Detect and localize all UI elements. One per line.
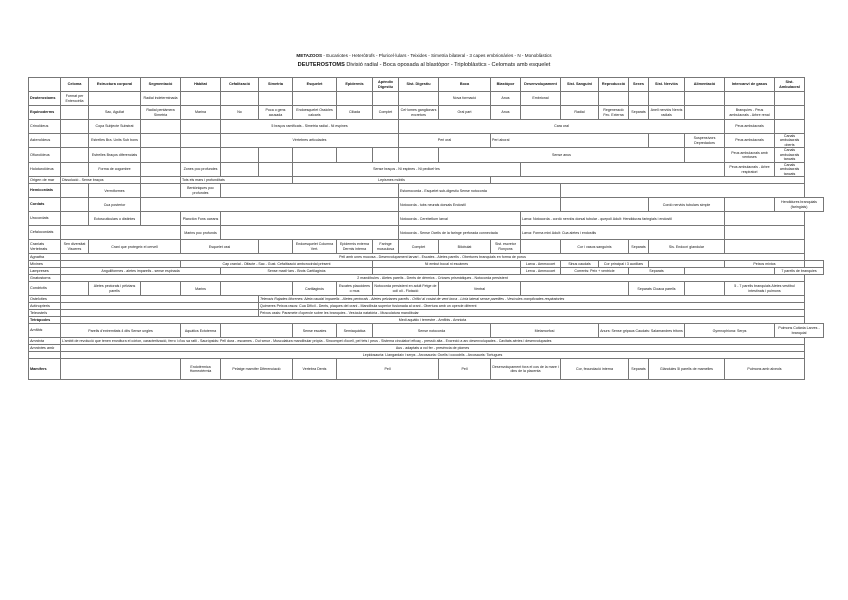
cell [649, 134, 685, 148]
cell: 7 parells de branquies [775, 268, 824, 275]
cell [141, 120, 181, 134]
row-label: Urocordats [29, 212, 61, 226]
cell [221, 212, 399, 226]
cell [181, 134, 221, 148]
cell: Endoesquelet Columna Vert. [293, 240, 337, 254]
row-label: Actinopteris [29, 303, 61, 310]
col-header: Hàbitat [181, 78, 221, 92]
table-row [29, 324, 824, 338]
cell [181, 148, 221, 162]
cell [61, 310, 259, 317]
cell: Cor i vasos sanguinis [561, 240, 629, 254]
cell: Pulmons amb alveols [725, 359, 805, 380]
cell: Parells d'extremitats 4 dits Sense ungles [61, 324, 181, 338]
table-row [29, 106, 824, 120]
cell: Sac, Agullat [89, 106, 141, 120]
cell [141, 212, 181, 226]
col-header: Reproducció [599, 78, 629, 92]
cell: Aus - adaptats a vol fer - presència de plomes [61, 345, 805, 352]
cell [561, 184, 805, 198]
cell: Notocorda - Cerebellum larval [399, 212, 521, 226]
cell: Larva - Ammocoet [521, 261, 561, 268]
cell: Estomocorda - Esquelet sub-digestiu Sense notocorda [399, 184, 561, 198]
cell [685, 282, 725, 296]
cell: Complet [373, 106, 399, 120]
cell: Lepidosauria: Llangardaix i serps - Arcosauria: Ocells i cocodrils - Arcosauris: Tortugues [61, 352, 805, 359]
cell: Separats [629, 359, 649, 380]
cell: Anurs: Sense gripaus Caudats: Salamandres tritons [599, 324, 685, 338]
table-row [29, 240, 824, 254]
cell: Embrional [521, 92, 561, 106]
cell: Pelatge mamífer Diferenciació [221, 359, 293, 380]
cell [221, 282, 293, 296]
cell [61, 120, 89, 134]
row-label: Cefalocordats [29, 226, 61, 240]
cell: Sen diversitat Visceres [61, 240, 89, 254]
table-row [29, 120, 824, 134]
cell: Pell [439, 359, 491, 380]
cell: Forma de cogombre [89, 162, 141, 176]
cell [61, 359, 181, 380]
cell: Regeneració Fec. Externa [599, 106, 629, 120]
cell: Ni embut bocal ni escàmes [373, 261, 521, 268]
row-label: Lampreses [29, 268, 61, 275]
row-label: Deuterostoms [29, 92, 61, 106]
table-row [29, 184, 824, 198]
cell: Faringe musculosa [373, 240, 399, 254]
cell: 5 braços ramificats - Simetria radial - Ni espines [221, 120, 399, 134]
title-deuterostoms: DEUTEROSTOMS Divisió radial - Boca oposada al blastòpor - Triploblàstics - Celomats amb esquelet [297, 62, 551, 68]
col-header: Segmentació [141, 78, 181, 92]
header-row [29, 78, 824, 92]
cell [685, 92, 725, 106]
cell: Sense maxil·lars - Brots Cartilaginós [221, 268, 373, 275]
table-row [29, 310, 824, 317]
cell [141, 162, 181, 176]
table-row [29, 345, 824, 352]
cell [521, 162, 725, 176]
col-header: Celoma [61, 78, 89, 92]
col-header: Sist. Sanguini [561, 78, 599, 92]
cell [221, 162, 259, 176]
table-row [29, 92, 824, 106]
cell [61, 184, 89, 198]
cell: Zones poc profundes [181, 162, 221, 176]
table-row [29, 303, 824, 310]
cell: Separats [629, 268, 685, 275]
cell: Canals ambulacrals tancats [775, 162, 805, 176]
table-row [29, 177, 824, 184]
row-label: Amniotes amb [29, 345, 61, 352]
cell: Escates placoidees o mus [337, 282, 373, 296]
cell [629, 92, 649, 106]
cell: Canals ambulacrals tancats [775, 148, 805, 162]
cell [725, 198, 775, 212]
cell [221, 184, 399, 198]
cell: Sense escates [293, 324, 337, 338]
row-label: Amniota [29, 338, 61, 345]
cell: Nova formació [439, 92, 491, 106]
cell: Aletes pectorals i pèlvians parells [89, 282, 141, 296]
cell: Hendidures branquials (faringials) [775, 198, 824, 212]
cell [373, 148, 399, 162]
cell: Peus ambulacrals [725, 134, 775, 148]
cell: Sinus caudals [561, 261, 599, 268]
cell: Cor, fecundació interna [561, 359, 629, 380]
cell: Semiaquàtica [337, 324, 373, 338]
cell: Planctòn Fons oceans [181, 212, 221, 226]
cell: Larva: Notocorda - cordó nerviós dorsal tubular - quepoli Adult: Hendiduras faringials i endostil [521, 212, 725, 226]
cell: Notocorda persistent en adult Fetge de coll oli - Flotació [373, 282, 439, 296]
cell [599, 92, 629, 106]
cell [61, 162, 89, 176]
cell: Sist. escretor Ronyons [491, 240, 521, 254]
cell: Radial [561, 106, 599, 120]
cell: Pell [337, 359, 439, 380]
cell: Vermiformes [89, 184, 141, 198]
cell [61, 198, 89, 212]
cell [561, 92, 599, 106]
table-row [29, 134, 824, 148]
table-row [29, 261, 824, 268]
cell [141, 198, 399, 212]
table-row [29, 317, 824, 324]
row-label: Amfibis [29, 324, 61, 338]
table-row [29, 198, 824, 212]
cell: Ventral [439, 282, 521, 296]
cell: Sense notocorda [373, 324, 491, 338]
cell: Canals ambulacrals oberts [775, 134, 805, 148]
cell [725, 92, 775, 106]
cell [259, 92, 293, 106]
cell [725, 212, 805, 226]
col-header: Sist. Digestiu [399, 78, 439, 92]
cell: Cap cranial - Olfacte - Sac - Gust. Cefalització ambcrocirdal prèsent [181, 261, 373, 268]
cell [61, 212, 89, 226]
col-header: Sist. Nerviós [649, 78, 685, 92]
cell: Pulmons Cutània Larves - branquial [775, 324, 824, 338]
cell [561, 198, 649, 212]
cell: Endotèrmica Homeotèrmia [181, 359, 221, 380]
cell [61, 296, 259, 303]
col-header: Desenvolupament [521, 78, 561, 92]
cell: Anell nerviós Nervis radials [649, 106, 685, 120]
cell [259, 148, 293, 162]
cell: Crani que protegeix el cervell [89, 240, 181, 254]
table-row [29, 275, 824, 282]
cell: Lepismes mòbils [293, 177, 491, 184]
cell: 2 mandíbules - Aletes parells - Dents de dèrmics - Crioses prismàtiques - Notocorda persistent [61, 275, 805, 282]
cell [685, 148, 725, 162]
cell [775, 92, 805, 106]
cell: Notocorda - tubs neurals dorsals Endostil [399, 198, 561, 212]
cell: Suspensívors Depredadors [685, 134, 725, 148]
cell: Cara oral [399, 120, 725, 134]
cell [221, 226, 399, 240]
col-header: Esquelet [293, 78, 337, 92]
cell: L'ambit de revolució que tenen envoltura el còrion, caracterització, ferro i d'ou sa ratli - Saurópsids: Pell dura - escames - Oul·amur - Musculatura mandibular pròpia - Sincompet d'ocell, pel·lets i peus - Sistema circulatori eficaç - pressió alta - Excreció a arc desenvolupades - Cavitats aèries i desenvolupades [61, 338, 805, 345]
cell: Desenvolupament fora el cos de la mare i dins de la placenta [491, 359, 561, 380]
cell [61, 261, 181, 268]
row-label [29, 352, 61, 359]
cell: Bentòniques poc profundes [181, 184, 221, 198]
row-label: Mixines [29, 261, 61, 268]
cell: Ectoscuticulars o distintes [89, 212, 141, 226]
cell: Complet [399, 240, 439, 254]
cell [399, 92, 439, 106]
cell: Epidermis externa Dermis interna [337, 240, 373, 254]
cell: Cartilaginós [293, 282, 337, 296]
cell [221, 92, 259, 106]
cell [61, 134, 89, 148]
cell [181, 92, 221, 106]
cell: Dissolució - Sense braços [61, 177, 141, 184]
col-header: Apèndix Digestiu [373, 78, 399, 92]
cell: Oral part [439, 106, 491, 120]
table-row [29, 212, 824, 226]
cell [61, 303, 259, 310]
cell [181, 120, 221, 134]
row-label: Ofiuroïdeus [29, 148, 61, 162]
cell [491, 177, 805, 184]
cell: Sense anus [439, 148, 685, 162]
cell [293, 148, 337, 162]
col-header: Cefalització [221, 78, 259, 92]
cell: Separats [629, 240, 649, 254]
cell [775, 106, 805, 120]
cell [399, 148, 439, 162]
col-header: Alimentació [685, 78, 725, 92]
cell: Peus ambulacrals - Arbre respiratori [725, 162, 775, 176]
cell [61, 106, 89, 120]
cell: Branquies - Peus ambulacrals - Arbre renal [725, 106, 775, 120]
cell: Marins poc profunds [181, 226, 221, 240]
table-row [29, 296, 824, 303]
cell: Esquelet ossi [181, 240, 259, 254]
cell: Quimeres Peixos rasos: Cua Difícil - Dents, plaques del crani - Mandíbula superior fusionada al crani - Obertura amb un opercle diferent [259, 303, 805, 310]
cell: Estrelles Braços diferenciats [89, 148, 141, 162]
row-label: Osteïcties [29, 296, 61, 303]
row-label: Origen de mar [29, 177, 61, 184]
cell: Sis. Endocrí glandular [649, 240, 725, 254]
table-row [29, 359, 824, 380]
cell: Radial pentàmera Simetria [141, 106, 181, 120]
cell [61, 226, 181, 240]
cell [649, 92, 685, 106]
cell [259, 240, 293, 254]
cell [337, 148, 373, 162]
cell: Poca o gens acusada [259, 106, 293, 120]
cell: Pell amb unes mucosa - Desenvolupament larvari - Escates - Aletes parells - Obertures branquials en forma de porus [61, 254, 805, 261]
cell: Medi aquàtic i terrestre - Amfibis - Amniota [61, 317, 805, 324]
cell: Notocorda - Sense Ocells de la faringe perforada connectada [399, 226, 521, 240]
cell [61, 282, 89, 296]
cell: Cua posterior [89, 198, 141, 212]
row-label: Gnatostoms [29, 275, 61, 282]
col-header: Estructura corporal [89, 78, 141, 92]
cell: Separats Cloaca parells [629, 282, 685, 296]
table-row [29, 338, 824, 345]
col-header: Intercanvi de gasos [725, 78, 775, 92]
subtitle-metazoos: METAZOOS - Eucariotes - Heteròtrofs - Pluricel·lulars - Teixides - Simetria bilateral - 3 capes embrionàries - N - Monoblàstics [296, 53, 552, 58]
cell: Format per Enterocèlia [61, 92, 89, 106]
col-header: Blastòpor [491, 78, 521, 92]
cell: Bilobulat [439, 240, 491, 254]
col-header [29, 78, 61, 92]
col-header: Epidermis [337, 78, 373, 92]
cell: Metamorfosi [491, 324, 599, 338]
cell [61, 148, 89, 162]
cell: Peus ambulacrals amb ventoses [725, 148, 775, 162]
cell: Cor principal i 3 auxiliars [599, 261, 649, 268]
cell [141, 282, 181, 296]
cell: Marina [181, 106, 221, 120]
col-header: Boca [439, 78, 491, 92]
cell: Marins [181, 282, 221, 296]
cell: Peri oral [399, 134, 491, 148]
cell: Estrelles Bra. Units Sub bons [89, 134, 141, 148]
cell: Sense braços - Ni espines - Ni pedicel·les [293, 162, 521, 176]
cell: Tots els mars i profunditats [181, 177, 293, 184]
table-row [29, 352, 824, 359]
cell [649, 261, 725, 268]
row-label: Asteroïdeus [29, 134, 61, 148]
table-row [29, 226, 824, 240]
row-label: Crinoïdeus [29, 120, 61, 134]
row-label: Condrictis [29, 282, 61, 296]
table-row [29, 268, 824, 275]
cell: Vertebra Dents [293, 359, 337, 380]
col-header: Simetria [259, 78, 293, 92]
cell [521, 282, 629, 296]
cell [221, 148, 259, 162]
cell: Gymnophiona: Serps [685, 324, 775, 338]
cell [775, 120, 805, 134]
row-label: Equinoderms [29, 106, 61, 120]
cell [685, 106, 725, 120]
cell: Aquàtics Ectoterma [181, 324, 221, 338]
cell [373, 92, 399, 106]
row-label: Mamífers [29, 359, 61, 380]
cell: Ciliada [337, 106, 373, 120]
row-label: Teleosteïs [29, 310, 61, 317]
cell [141, 177, 181, 184]
cell: Lerva - Ammocoet [521, 268, 561, 275]
cell [337, 92, 373, 106]
row-label: Hemicordats [29, 184, 61, 198]
cell [725, 226, 805, 240]
cell [805, 261, 824, 268]
cell: Endoesquelet Ossicles calcaris [293, 106, 337, 120]
cell: No [221, 106, 259, 120]
cell: Larva: Forma mini Adult: Cua aletes i endostils [521, 226, 725, 240]
table-row [29, 282, 824, 296]
cell [221, 324, 293, 338]
row-label: Cordats [29, 198, 61, 212]
row-label: Agnatha [29, 254, 61, 261]
cell [141, 148, 181, 162]
cell: Teleosts Rajades Morenes: Aleta caudal imparells - Aletes pectorals - Aletes pelvianes parells - Orifici al costat de vent boca - Línia lateral sense pareilles - Vesícules complicades respiratories [259, 296, 805, 303]
cell: Glàndules 5l parells de mamelles [649, 359, 725, 380]
cell: 5 - 7 parells branquials Aletes vestíbul intestinals i pulmons [725, 282, 805, 296]
cell [89, 92, 141, 106]
col-header: Sist. Ambulacral [775, 78, 805, 92]
cell: Anguiliformes - aletes imparells - sense espinada [61, 268, 221, 275]
cell: Separats [629, 106, 649, 120]
classification-table [28, 77, 824, 380]
cell [293, 92, 337, 106]
cell: Peus ambulacrals [725, 120, 775, 134]
table-row [29, 148, 824, 162]
table-row [29, 254, 824, 261]
cell: Cordó nerviós tubulars simple [649, 198, 725, 212]
col-header: Sexes [629, 78, 649, 92]
row-label: Tetràpodes [29, 317, 61, 324]
cell: Peri aboral [491, 134, 649, 148]
cell [373, 268, 521, 275]
cell: Anus [491, 92, 521, 106]
cell [141, 184, 181, 198]
cell: Corrents: Peix + ventricle [561, 268, 629, 275]
cell: Peixos mixtos [725, 261, 805, 268]
cell: Peixos ossis: Paramete d'opercle sobre les branquies - Vesícula natatòria - Musculatura mandibular [259, 310, 805, 317]
cell [521, 240, 561, 254]
cell: Cel·lomes ganglionars excretors [399, 106, 439, 120]
row-label: Holoturoïdeus [29, 162, 61, 176]
cell: Vèrtebres articulades [221, 134, 399, 148]
cell [259, 162, 293, 176]
cell [141, 134, 181, 148]
cell [725, 240, 805, 254]
cell: Radial indeterminada [141, 92, 181, 106]
table-row [29, 162, 824, 176]
cell: Anus [491, 106, 521, 120]
row-label: Craniats Vertebrats [29, 240, 61, 254]
cell [685, 268, 775, 275]
cell: Copa Subjecte Substrat [89, 120, 141, 134]
cell [521, 106, 561, 120]
